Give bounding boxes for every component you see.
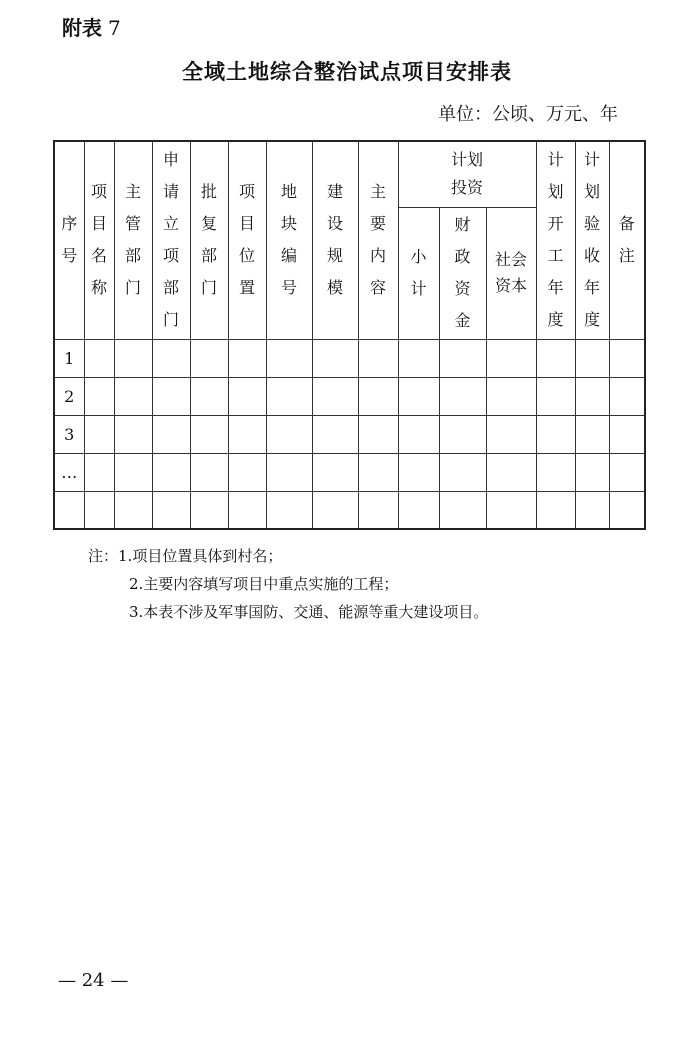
- table-cell: [398, 339, 439, 377]
- table-cell: [536, 339, 575, 377]
- row-index: [54, 491, 84, 529]
- row-index: 1: [54, 339, 84, 377]
- header-char: 要: [369, 214, 386, 234]
- jihua-line2: 投资: [451, 178, 484, 198]
- header-bianhao: [266, 141, 312, 339]
- header-char: 申: [162, 150, 179, 170]
- notes: [88, 542, 488, 626]
- header-char: 部: [200, 246, 217, 266]
- note-1: [88, 542, 488, 570]
- table-cell: [486, 415, 536, 453]
- table-cell: [536, 377, 575, 415]
- table-cell: [439, 339, 486, 377]
- header-char: 内: [369, 246, 386, 266]
- header-char: 备: [618, 214, 635, 234]
- header-char: 门: [200, 278, 217, 298]
- table-cell: [575, 491, 609, 529]
- vtext: [61, 208, 77, 272]
- table-cell: [398, 415, 439, 453]
- table-cell: [152, 339, 190, 377]
- table-cell: [114, 491, 152, 529]
- table-cell: [398, 453, 439, 491]
- vtext: [239, 176, 255, 304]
- table-cell: [114, 415, 152, 453]
- table-cell: [609, 453, 645, 491]
- header-char: 计: [410, 279, 427, 298]
- table-cell: [609, 415, 645, 453]
- header-char: 项: [90, 182, 107, 202]
- header-char: 批: [200, 182, 217, 202]
- vtext: [370, 176, 386, 304]
- header-char: 目: [90, 214, 107, 234]
- table-cell: [114, 453, 152, 491]
- header-char: 序: [61, 214, 78, 234]
- header-char: 复: [200, 214, 217, 234]
- header-char: 规: [326, 246, 343, 266]
- table-cell: [358, 339, 398, 377]
- header-pifu: [190, 141, 228, 339]
- table-cell: [358, 453, 398, 491]
- table-cell: [228, 377, 266, 415]
- header-char: 计: [584, 150, 601, 170]
- header-shehui: [486, 207, 536, 339]
- header-kaigong: [536, 141, 575, 339]
- table-body: [54, 339, 645, 529]
- table-cell: [609, 377, 645, 415]
- header-char: 模: [326, 278, 343, 298]
- note-3: 3.本表不涉及军事国防、交通、能源等重大建设项目。: [129, 603, 489, 621]
- vtext: [454, 209, 470, 337]
- table-cell: [439, 491, 486, 529]
- header-char: 划: [584, 182, 601, 202]
- table-cell: [398, 377, 439, 415]
- table-cell: [84, 377, 114, 415]
- table-cell: [266, 339, 312, 377]
- unit-label: 单位：公顷、万元、年: [438, 104, 618, 125]
- vtext: [125, 176, 141, 304]
- header-xuhao: [54, 141, 84, 339]
- table-cell: [312, 415, 358, 453]
- header-char: 金: [454, 311, 471, 330]
- header-char: 称: [90, 278, 107, 298]
- table-row: [54, 453, 645, 491]
- table-row: [54, 339, 645, 377]
- table-cell: [536, 453, 575, 491]
- header-char: 主: [369, 182, 386, 202]
- table-cell: [486, 377, 536, 415]
- header-char: 计: [547, 150, 564, 170]
- header-char: 号: [61, 246, 78, 266]
- table-cell: [575, 377, 609, 415]
- header-char: 开: [547, 214, 564, 234]
- header-zhuguan: [114, 141, 152, 339]
- header-char: 部: [162, 278, 179, 298]
- header-char: 工: [547, 246, 564, 266]
- header-char: 项: [162, 246, 179, 266]
- table-row: [54, 415, 645, 453]
- project-schedule-table: [53, 140, 646, 530]
- header-char: 验: [584, 214, 601, 234]
- table-cell: [358, 415, 398, 453]
- header-char: 项: [238, 182, 255, 202]
- jihua-line1: 计划: [451, 150, 484, 170]
- header-caizheng: [439, 207, 486, 339]
- header-char: 财: [454, 215, 471, 234]
- table-cell: [84, 415, 114, 453]
- header-mingcheng: [84, 141, 114, 339]
- header-char: 目: [238, 214, 255, 234]
- table-cell: [486, 453, 536, 491]
- vtext: [91, 176, 107, 304]
- table-cell: [228, 415, 266, 453]
- header-jihua-touzi: [398, 141, 536, 207]
- table-cell: [114, 339, 152, 377]
- header-char: 名: [90, 246, 107, 266]
- table-cell: [575, 339, 609, 377]
- header-char: 编: [280, 246, 297, 266]
- row-index: 2: [54, 377, 84, 415]
- table-cell: [312, 339, 358, 377]
- table-cell: [190, 377, 228, 415]
- table-cell: [486, 339, 536, 377]
- header-shenqing: [152, 141, 190, 339]
- vtext: [327, 176, 343, 304]
- table-cell: [190, 491, 228, 529]
- appendix-text: 附表: [62, 16, 102, 40]
- page-number: — 24 —: [58, 970, 129, 991]
- vtext: [163, 144, 179, 336]
- header-char: 设: [326, 214, 343, 234]
- header-char: 部: [124, 246, 141, 266]
- table-cell: [439, 415, 486, 453]
- table-cell: [152, 415, 190, 453]
- header-yanshou: [575, 141, 609, 339]
- note-item-1: 1.项目位置具体到村名；: [118, 547, 283, 565]
- table-cell: [266, 415, 312, 453]
- row-index: …: [54, 453, 84, 491]
- table-cell: [190, 453, 228, 491]
- header-char: 政: [454, 247, 471, 266]
- header-char: 建: [326, 182, 343, 202]
- table-cell: [152, 453, 190, 491]
- table-cell: [228, 491, 266, 529]
- table-cell: [439, 377, 486, 415]
- header-char: 位: [238, 246, 255, 266]
- table-cell: [609, 491, 645, 529]
- header-char: 收: [584, 246, 601, 266]
- table-cell: [228, 339, 266, 377]
- header-char: 注: [618, 246, 635, 266]
- vtext: [201, 176, 217, 304]
- table-cell: [575, 453, 609, 491]
- header-char: 门: [162, 310, 179, 330]
- header-char: 主: [124, 182, 141, 202]
- note-2: 2.主要内容填写项目中重点实施的工程；: [129, 575, 399, 593]
- table-cell: [609, 339, 645, 377]
- header-char: 资: [454, 279, 471, 298]
- header-char: 置: [238, 278, 255, 298]
- header-char: 管: [124, 214, 141, 234]
- table-cell: [152, 491, 190, 529]
- table-cell: [228, 453, 266, 491]
- page-title: 全域土地综合整治试点项目安排表: [182, 60, 512, 84]
- header-neirong: [358, 141, 398, 339]
- row-index: 3: [54, 415, 84, 453]
- table-cell: [358, 377, 398, 415]
- table-cell: [536, 415, 575, 453]
- table-cell: [84, 453, 114, 491]
- table-cell: [152, 377, 190, 415]
- header-xiaoji: [398, 207, 439, 339]
- table-cell: [266, 377, 312, 415]
- vtext: [410, 241, 426, 305]
- table-cell: [266, 491, 312, 529]
- table-cell: [312, 453, 358, 491]
- vtext: [281, 176, 297, 304]
- header-weizhi: [228, 141, 266, 339]
- shehui-line2: 资本: [495, 276, 528, 295]
- header-char: 请: [162, 182, 179, 202]
- table-cell: [536, 491, 575, 529]
- table-cell: [439, 453, 486, 491]
- header-char: 号: [280, 278, 297, 298]
- header-char: 度: [547, 310, 564, 330]
- table-cell: [358, 491, 398, 529]
- vtext: [584, 144, 600, 336]
- header-char: 门: [124, 278, 141, 298]
- appendix-number: 7: [108, 16, 121, 40]
- header-char: 年: [547, 278, 564, 298]
- table-cell: [190, 339, 228, 377]
- table-cell: [114, 377, 152, 415]
- table-cell: [575, 415, 609, 453]
- header-char: 小: [410, 247, 427, 266]
- header-char: 块: [280, 214, 297, 234]
- header-guimo: [312, 141, 358, 339]
- table-row: [54, 377, 645, 415]
- table-cell: [190, 415, 228, 453]
- vtext: [548, 144, 564, 336]
- header-beizhu: [609, 141, 645, 339]
- table-cell: [486, 491, 536, 529]
- header-char: 划: [547, 182, 564, 202]
- table-cell: [312, 491, 358, 529]
- header-char: 年: [584, 278, 601, 298]
- header-char: 地: [280, 182, 297, 202]
- table-cell: [398, 491, 439, 529]
- table-cell: [266, 453, 312, 491]
- shehui-line1: 社会: [495, 250, 528, 269]
- appendix-label: [62, 12, 121, 41]
- note-prefix: 注：: [88, 547, 119, 565]
- vtext: [619, 208, 635, 272]
- header-char: 立: [162, 214, 179, 234]
- header-char: 容: [369, 278, 386, 298]
- table-cell: [84, 339, 114, 377]
- header-char: 度: [584, 310, 601, 330]
- table-row: [54, 491, 645, 529]
- table-cell: [84, 491, 114, 529]
- table-cell: [312, 377, 358, 415]
